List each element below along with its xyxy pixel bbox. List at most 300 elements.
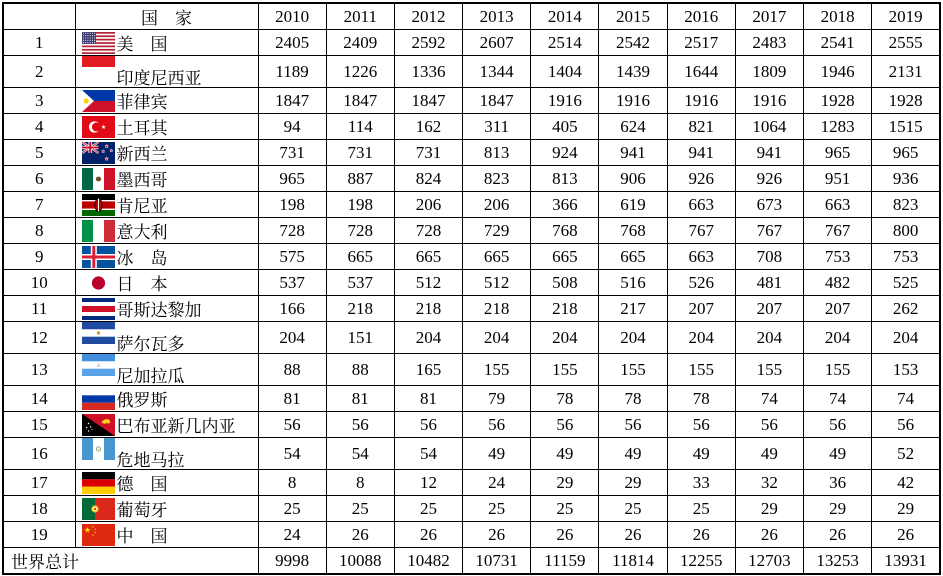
value-cell: 906 bbox=[599, 166, 667, 192]
value-cell: 81 bbox=[258, 386, 326, 412]
value-cell: 821 bbox=[667, 114, 735, 140]
table-row bbox=[3, 56, 940, 88]
rank-cell: 3 bbox=[3, 88, 75, 114]
value-cell: 887 bbox=[326, 166, 394, 192]
value-cell: 36 bbox=[804, 470, 872, 496]
value-cell: 49 bbox=[463, 438, 531, 470]
value-cell: 155 bbox=[463, 354, 531, 386]
value-cell: 79 bbox=[463, 386, 531, 412]
value-cell: 2542 bbox=[599, 30, 667, 56]
country-name: 冰 岛 bbox=[116, 249, 168, 268]
value-cell: 49 bbox=[804, 438, 872, 470]
table-row bbox=[3, 244, 940, 270]
table-row bbox=[3, 218, 940, 244]
rank-cell: 5 bbox=[3, 140, 75, 166]
value-cell: 619 bbox=[599, 192, 667, 218]
country-cell bbox=[75, 496, 258, 522]
value-cell: 88 bbox=[258, 354, 326, 386]
flag-costa-rica-icon bbox=[82, 298, 115, 320]
value-cell: 155 bbox=[735, 354, 803, 386]
value-cell: 767 bbox=[804, 218, 872, 244]
value-cell: 29 bbox=[735, 496, 803, 522]
value-cell: 1916 bbox=[599, 88, 667, 114]
value-cell: 813 bbox=[463, 140, 531, 166]
value-cell: 262 bbox=[872, 296, 940, 322]
value-cell: 198 bbox=[258, 192, 326, 218]
country-cell bbox=[75, 30, 258, 56]
value-cell: 207 bbox=[667, 296, 735, 322]
value-cell: 1916 bbox=[735, 88, 803, 114]
value-cell: 49 bbox=[599, 438, 667, 470]
country-cell bbox=[75, 192, 258, 218]
value-cell: 26 bbox=[735, 522, 803, 548]
value-cell: 941 bbox=[667, 140, 735, 166]
rank-cell: 4 bbox=[3, 114, 75, 140]
value-cell: 665 bbox=[531, 244, 599, 270]
flag-iceland-icon bbox=[82, 246, 115, 268]
country-cell bbox=[75, 244, 258, 270]
country-name: 哥斯达黎加 bbox=[116, 301, 202, 320]
total-value-cell: 10731 bbox=[463, 548, 531, 575]
value-cell: 525 bbox=[872, 270, 940, 296]
country-name: 危地马拉 bbox=[116, 451, 185, 470]
value-cell: 1404 bbox=[531, 56, 599, 88]
rank-cell: 12 bbox=[3, 322, 75, 354]
value-cell: 1916 bbox=[531, 88, 599, 114]
value-cell: 26 bbox=[872, 522, 940, 548]
flag-indonesia-icon bbox=[82, 56, 115, 78]
value-cell: 206 bbox=[394, 192, 462, 218]
value-cell: 207 bbox=[735, 296, 803, 322]
value-cell: 29 bbox=[599, 470, 667, 496]
flag-turkey-icon bbox=[82, 116, 115, 138]
value-cell: 2541 bbox=[804, 30, 872, 56]
value-cell: 965 bbox=[804, 140, 872, 166]
value-cell: 78 bbox=[599, 386, 667, 412]
value-cell: 162 bbox=[394, 114, 462, 140]
value-cell: 924 bbox=[531, 140, 599, 166]
value-cell: 624 bbox=[599, 114, 667, 140]
value-cell: 482 bbox=[804, 270, 872, 296]
value-cell: 311 bbox=[463, 114, 531, 140]
table-row bbox=[3, 140, 940, 166]
table-row bbox=[3, 270, 940, 296]
rank-cell: 15 bbox=[3, 412, 75, 438]
value-cell: 25 bbox=[599, 496, 667, 522]
rank-cell: 2 bbox=[3, 56, 75, 88]
country-cell bbox=[75, 438, 258, 470]
value-cell: 526 bbox=[667, 270, 735, 296]
value-cell: 2405 bbox=[258, 30, 326, 56]
value-cell: 29 bbox=[804, 496, 872, 522]
value-cell: 56 bbox=[599, 412, 667, 438]
value-cell: 56 bbox=[394, 412, 462, 438]
flag-guatemala-icon bbox=[82, 438, 115, 460]
value-cell: 204 bbox=[599, 322, 667, 354]
value-cell: 29 bbox=[531, 470, 599, 496]
total-value-cell: 13931 bbox=[872, 548, 940, 575]
value-cell: 166 bbox=[258, 296, 326, 322]
value-cell: 204 bbox=[531, 322, 599, 354]
value-cell: 165 bbox=[394, 354, 462, 386]
value-cell: 78 bbox=[667, 386, 735, 412]
country-name: 萨尔瓦多 bbox=[116, 335, 185, 354]
value-cell: 767 bbox=[735, 218, 803, 244]
value-cell: 26 bbox=[804, 522, 872, 548]
value-cell: 926 bbox=[667, 166, 735, 192]
value-cell: 663 bbox=[804, 192, 872, 218]
year-header: 2017 bbox=[735, 3, 803, 30]
year-header: 2015 bbox=[599, 3, 667, 30]
table-row bbox=[3, 470, 940, 496]
total-value-cell: 10482 bbox=[394, 548, 462, 575]
table-row bbox=[3, 412, 940, 438]
year-header: 2011 bbox=[326, 3, 394, 30]
value-cell: 56 bbox=[326, 412, 394, 438]
value-cell: 481 bbox=[735, 270, 803, 296]
value-cell: 1847 bbox=[463, 88, 531, 114]
flag-china-icon bbox=[82, 524, 115, 546]
value-cell: 56 bbox=[258, 412, 326, 438]
value-cell: 731 bbox=[394, 140, 462, 166]
value-cell: 731 bbox=[258, 140, 326, 166]
value-cell: 728 bbox=[258, 218, 326, 244]
year-header: 2018 bbox=[804, 3, 872, 30]
value-cell: 767 bbox=[667, 218, 735, 244]
country-name: 葡萄牙 bbox=[116, 501, 168, 520]
rank-cell: 9 bbox=[3, 244, 75, 270]
country-name: 印度尼西亚 bbox=[116, 69, 202, 88]
rank-cell: 14 bbox=[3, 386, 75, 412]
country-name: 巴布亚新几内亚 bbox=[116, 417, 236, 436]
value-cell: 56 bbox=[872, 412, 940, 438]
year-header: 2010 bbox=[258, 3, 326, 30]
rank-cell: 19 bbox=[3, 522, 75, 548]
value-cell: 32 bbox=[735, 470, 803, 496]
value-cell: 56 bbox=[463, 412, 531, 438]
value-cell: 49 bbox=[735, 438, 803, 470]
rank-cell: 10 bbox=[3, 270, 75, 296]
flag-italy-icon bbox=[82, 220, 115, 242]
value-cell: 56 bbox=[667, 412, 735, 438]
flag-mexico-icon bbox=[82, 168, 115, 190]
country-cell bbox=[75, 470, 258, 496]
total-value-cell: 9998 bbox=[258, 548, 326, 575]
value-cell: 537 bbox=[258, 270, 326, 296]
table-row bbox=[3, 166, 940, 192]
value-cell: 204 bbox=[258, 322, 326, 354]
value-cell: 965 bbox=[872, 140, 940, 166]
value-cell: 936 bbox=[872, 166, 940, 192]
year-header: 2013 bbox=[463, 3, 531, 30]
rank-cell: 6 bbox=[3, 166, 75, 192]
value-cell: 941 bbox=[599, 140, 667, 166]
country-name: 土耳其 bbox=[116, 119, 168, 138]
value-cell: 926 bbox=[735, 166, 803, 192]
value-cell: 204 bbox=[394, 322, 462, 354]
value-cell: 1344 bbox=[463, 56, 531, 88]
value-cell: 24 bbox=[463, 470, 531, 496]
value-cell: 1847 bbox=[394, 88, 462, 114]
value-cell: 56 bbox=[531, 412, 599, 438]
value-cell: 1064 bbox=[735, 114, 803, 140]
value-cell: 768 bbox=[599, 218, 667, 244]
value-cell: 74 bbox=[872, 386, 940, 412]
value-cell: 1809 bbox=[735, 56, 803, 88]
value-cell: 366 bbox=[531, 192, 599, 218]
value-cell: 204 bbox=[804, 322, 872, 354]
header-row bbox=[3, 3, 940, 30]
value-cell: 26 bbox=[667, 522, 735, 548]
value-cell: 729 bbox=[463, 218, 531, 244]
value-cell: 2409 bbox=[326, 30, 394, 56]
country-cell bbox=[75, 88, 258, 114]
value-cell: 951 bbox=[804, 166, 872, 192]
value-cell: 42 bbox=[872, 470, 940, 496]
value-cell: 2131 bbox=[872, 56, 940, 88]
country-cell bbox=[75, 412, 258, 438]
value-cell: 81 bbox=[394, 386, 462, 412]
value-cell: 753 bbox=[804, 244, 872, 270]
value-cell: 1283 bbox=[804, 114, 872, 140]
total-label: 世界总计 bbox=[3, 548, 258, 575]
value-cell: 218 bbox=[394, 296, 462, 322]
value-cell: 56 bbox=[735, 412, 803, 438]
value-cell: 768 bbox=[531, 218, 599, 244]
value-cell: 2592 bbox=[394, 30, 462, 56]
value-cell: 198 bbox=[326, 192, 394, 218]
value-cell: 1226 bbox=[326, 56, 394, 88]
value-cell: 81 bbox=[326, 386, 394, 412]
value-cell: 49 bbox=[667, 438, 735, 470]
value-cell: 8 bbox=[326, 470, 394, 496]
value-cell: 824 bbox=[394, 166, 462, 192]
country-name: 新西兰 bbox=[116, 145, 168, 164]
table-row bbox=[3, 296, 940, 322]
country-name: 墨西哥 bbox=[116, 171, 168, 190]
value-cell: 665 bbox=[394, 244, 462, 270]
flag-kenya-icon bbox=[82, 194, 115, 216]
total-value-cell: 11159 bbox=[531, 548, 599, 575]
country-cell bbox=[75, 56, 258, 88]
country-cell bbox=[75, 166, 258, 192]
value-cell: 25 bbox=[463, 496, 531, 522]
value-cell: 88 bbox=[326, 354, 394, 386]
value-cell: 217 bbox=[599, 296, 667, 322]
table-row bbox=[3, 30, 940, 56]
value-cell: 218 bbox=[326, 296, 394, 322]
country-cell bbox=[75, 140, 258, 166]
value-cell: 155 bbox=[599, 354, 667, 386]
flag-usa-icon bbox=[82, 32, 115, 54]
country-name: 德 国 bbox=[116, 475, 168, 494]
value-cell: 54 bbox=[326, 438, 394, 470]
country-cell bbox=[75, 386, 258, 412]
value-cell: 54 bbox=[394, 438, 462, 470]
country-name: 菲律宾 bbox=[116, 93, 168, 112]
total-row bbox=[3, 548, 940, 575]
value-cell: 1847 bbox=[326, 88, 394, 114]
value-cell: 25 bbox=[258, 496, 326, 522]
country-cell bbox=[75, 114, 258, 140]
value-cell: 26 bbox=[599, 522, 667, 548]
rank-cell: 7 bbox=[3, 192, 75, 218]
value-cell: 207 bbox=[804, 296, 872, 322]
value-cell: 512 bbox=[394, 270, 462, 296]
flag-germany-icon bbox=[82, 472, 115, 494]
value-cell: 941 bbox=[735, 140, 803, 166]
flag-papua-new-guinea-icon bbox=[82, 414, 115, 436]
value-cell: 728 bbox=[394, 218, 462, 244]
year-header: 2014 bbox=[531, 3, 599, 30]
value-cell: 965 bbox=[258, 166, 326, 192]
value-cell: 49 bbox=[531, 438, 599, 470]
value-cell: 52 bbox=[872, 438, 940, 470]
value-cell: 1439 bbox=[599, 56, 667, 88]
table-row bbox=[3, 322, 940, 354]
value-cell: 25 bbox=[667, 496, 735, 522]
flag-nicaragua-icon bbox=[82, 354, 115, 376]
value-cell: 151 bbox=[326, 322, 394, 354]
value-cell: 24 bbox=[258, 522, 326, 548]
year-header: 2016 bbox=[667, 3, 735, 30]
value-cell: 731 bbox=[326, 140, 394, 166]
value-cell: 155 bbox=[667, 354, 735, 386]
table-row bbox=[3, 354, 940, 386]
value-cell: 204 bbox=[667, 322, 735, 354]
value-cell: 753 bbox=[872, 244, 940, 270]
flag-russia-icon bbox=[82, 388, 115, 410]
value-cell: 1928 bbox=[872, 88, 940, 114]
value-cell: 405 bbox=[531, 114, 599, 140]
value-cell: 26 bbox=[326, 522, 394, 548]
value-cell: 155 bbox=[531, 354, 599, 386]
value-cell: 1515 bbox=[872, 114, 940, 140]
value-cell: 1644 bbox=[667, 56, 735, 88]
country-cell bbox=[75, 270, 258, 296]
value-cell: 25 bbox=[394, 496, 462, 522]
value-cell: 204 bbox=[463, 322, 531, 354]
table-body bbox=[3, 30, 940, 548]
value-cell: 1928 bbox=[804, 88, 872, 114]
value-cell: 94 bbox=[258, 114, 326, 140]
value-cell: 114 bbox=[326, 114, 394, 140]
value-cell: 537 bbox=[326, 270, 394, 296]
value-cell: 673 bbox=[735, 192, 803, 218]
rank-header bbox=[3, 3, 75, 30]
country-year-table bbox=[2, 2, 941, 575]
total-value-cell: 11814 bbox=[599, 548, 667, 575]
value-cell: 25 bbox=[531, 496, 599, 522]
total-value-cell: 13253 bbox=[804, 548, 872, 575]
value-cell: 665 bbox=[326, 244, 394, 270]
value-cell: 153 bbox=[872, 354, 940, 386]
value-cell: 25 bbox=[326, 496, 394, 522]
table-row bbox=[3, 386, 940, 412]
rank-cell: 1 bbox=[3, 30, 75, 56]
value-cell: 54 bbox=[258, 438, 326, 470]
country-name: 美 国 bbox=[116, 35, 168, 54]
value-cell: 1189 bbox=[258, 56, 326, 88]
value-cell: 2514 bbox=[531, 30, 599, 56]
table-row bbox=[3, 438, 940, 470]
value-cell: 2517 bbox=[667, 30, 735, 56]
country-cell bbox=[75, 296, 258, 322]
value-cell: 56 bbox=[804, 412, 872, 438]
country-cell bbox=[75, 218, 258, 244]
value-cell: 8 bbox=[258, 470, 326, 496]
value-cell: 26 bbox=[531, 522, 599, 548]
table-row bbox=[3, 114, 940, 140]
value-cell: 218 bbox=[463, 296, 531, 322]
country-name: 俄罗斯 bbox=[116, 391, 168, 410]
rank-cell: 17 bbox=[3, 470, 75, 496]
total-value-cell: 12703 bbox=[735, 548, 803, 575]
rank-cell: 18 bbox=[3, 496, 75, 522]
flag-japan-icon bbox=[82, 272, 115, 294]
value-cell: 665 bbox=[599, 244, 667, 270]
rank-cell: 8 bbox=[3, 218, 75, 244]
flag-el-salvador-icon bbox=[82, 322, 115, 344]
rank-cell: 13 bbox=[3, 354, 75, 386]
value-cell: 204 bbox=[872, 322, 940, 354]
value-cell: 663 bbox=[667, 192, 735, 218]
value-cell: 26 bbox=[463, 522, 531, 548]
value-cell: 823 bbox=[872, 192, 940, 218]
country-cell bbox=[75, 354, 258, 386]
country-cell bbox=[75, 322, 258, 354]
value-cell: 728 bbox=[326, 218, 394, 244]
value-cell: 218 bbox=[531, 296, 599, 322]
year-header: 2012 bbox=[394, 3, 462, 30]
rank-cell: 11 bbox=[3, 296, 75, 322]
value-cell: 12 bbox=[394, 470, 462, 496]
flag-new-zealand-icon bbox=[82, 142, 115, 164]
table-row bbox=[3, 496, 940, 522]
value-cell: 1916 bbox=[667, 88, 735, 114]
table-row bbox=[3, 522, 940, 548]
value-cell: 512 bbox=[463, 270, 531, 296]
value-cell: 823 bbox=[463, 166, 531, 192]
value-cell: 800 bbox=[872, 218, 940, 244]
table-row bbox=[3, 88, 940, 114]
country-name: 意大利 bbox=[116, 223, 168, 242]
value-cell: 204 bbox=[735, 322, 803, 354]
value-cell: 26 bbox=[394, 522, 462, 548]
total-value-cell: 10088 bbox=[326, 548, 394, 575]
country-cell bbox=[75, 522, 258, 548]
value-cell: 1336 bbox=[394, 56, 462, 88]
total-value-cell: 12255 bbox=[667, 548, 735, 575]
country-header: 国 家 bbox=[75, 3, 258, 30]
flag-philippines-icon bbox=[82, 90, 115, 112]
value-cell: 813 bbox=[531, 166, 599, 192]
value-cell: 29 bbox=[872, 496, 940, 522]
value-cell: 516 bbox=[599, 270, 667, 296]
table-row bbox=[3, 192, 940, 218]
flag-portugal-icon bbox=[82, 498, 115, 520]
value-cell: 2607 bbox=[463, 30, 531, 56]
country-name: 日 本 bbox=[116, 275, 168, 294]
year-header: 2019 bbox=[872, 3, 940, 30]
value-cell: 78 bbox=[531, 386, 599, 412]
value-cell: 708 bbox=[735, 244, 803, 270]
value-cell: 1946 bbox=[804, 56, 872, 88]
value-cell: 575 bbox=[258, 244, 326, 270]
value-cell: 1847 bbox=[258, 88, 326, 114]
country-name: 中 国 bbox=[116, 527, 168, 546]
value-cell: 74 bbox=[804, 386, 872, 412]
